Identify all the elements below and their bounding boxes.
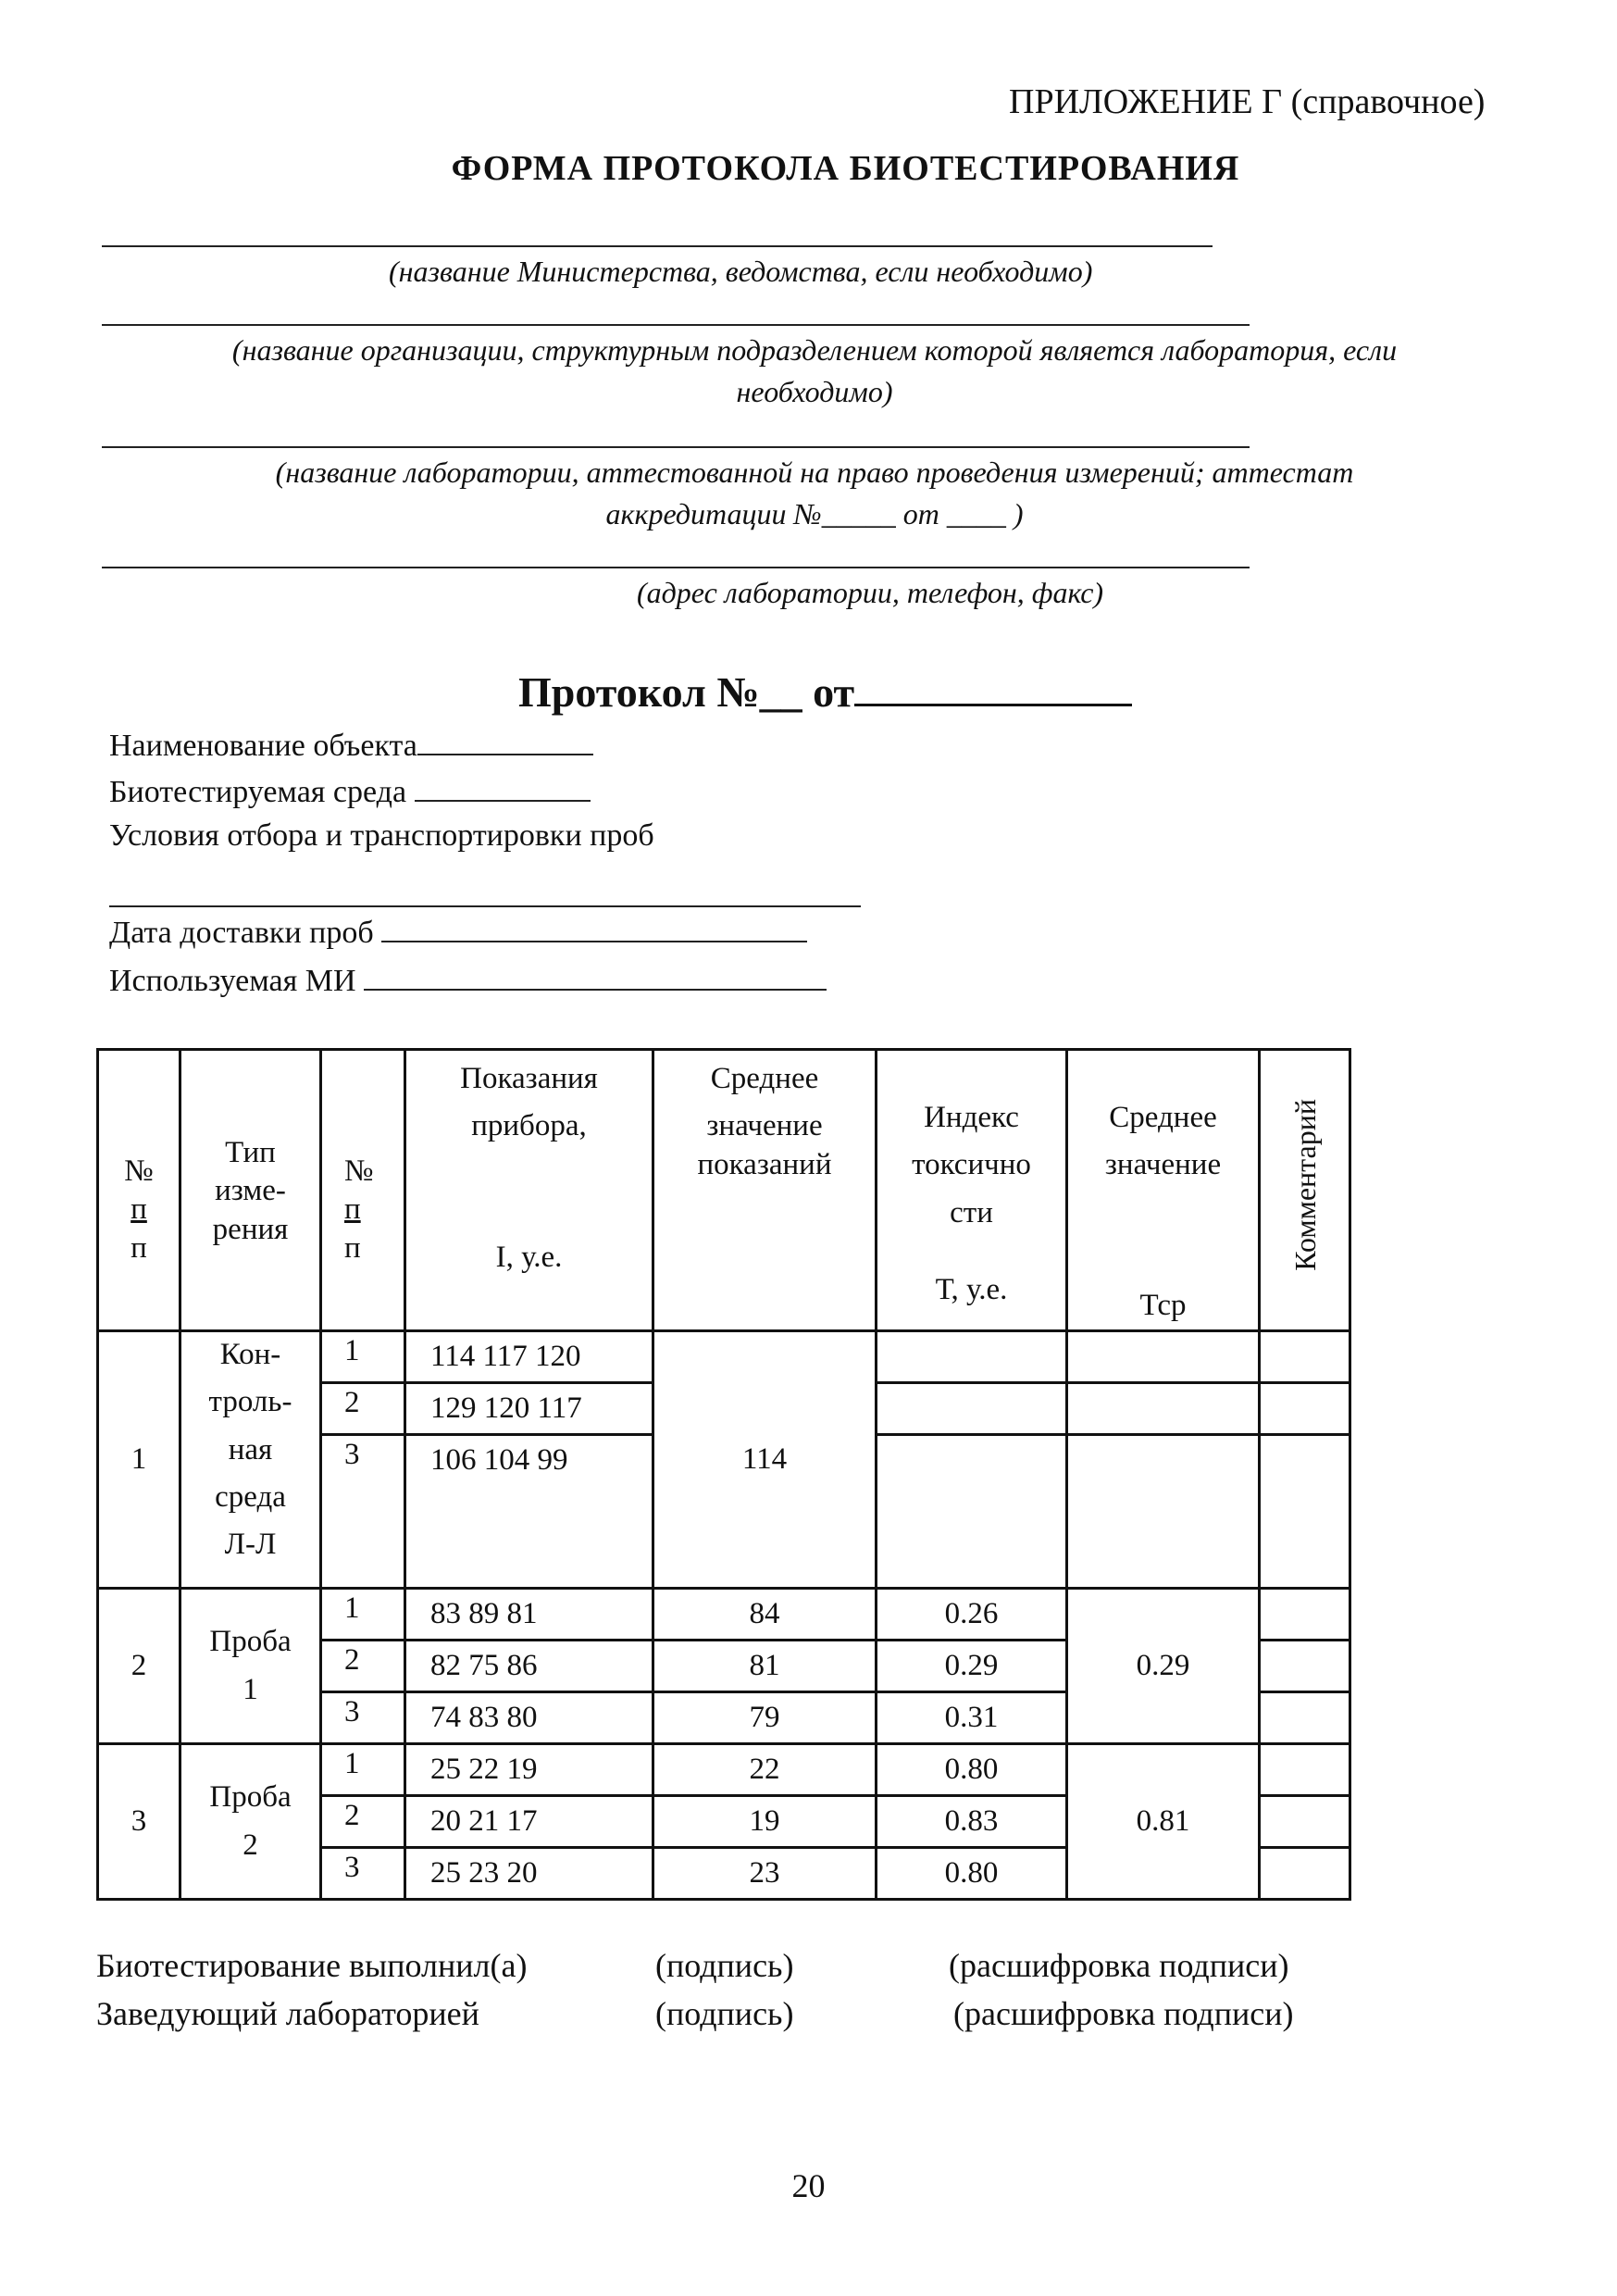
signature-head-label: Заведующий лабораторией [96,1995,479,2032]
group2-row2-index: 0.29 [877,1641,1067,1692]
group1-type-line4: среда [215,1479,286,1514]
group1-row1-index[interactable] [877,1331,1067,1383]
group2-row1-reading: 83 89 81 [405,1589,653,1641]
header-index-line1: Индекс [924,1101,1019,1134]
group2-row3-comment[interactable] [1260,1692,1350,1744]
field-medium-label: Биотестируемая среда [109,775,407,809]
results-table [96,1048,1351,1901]
group2-row1-index: 0.26 [877,1589,1067,1641]
group2-row3-reading: 74 83 80 [405,1692,653,1744]
group3-avg: 0.81 [1067,1744,1260,1900]
group1-row3-reading: 106 104 99 [405,1435,653,1589]
protocol-heading [518,667,1132,717]
group2-avg: 0.29 [1067,1589,1260,1744]
group1-type-line3: ная [228,1432,273,1466]
header-reading-line2: прибора, [471,1109,587,1143]
signature-head-sign: (подпись) [655,1995,794,2032]
group2-num: 2 [98,1589,180,1744]
organization-caption-1: (название организации, структурным подразделением которой является лаборатория, если [231,333,1398,367]
lab-caption-2: аккредитации №_____ от ____ ) [605,497,1024,530]
protocol-date-blank[interactable] [854,667,1132,706]
organization-caption-2: необходимо) [736,375,893,408]
group1-row3-index[interactable] [877,1435,1067,1589]
field-object-name [109,724,593,764]
document-title: ФОРМА ПРОТОКОЛА БИОТЕСТИРОВАНИЯ [451,149,1240,188]
group3-type [180,1744,321,1900]
group3-row1-mean: 22 [653,1744,877,1796]
group2-row3-index: 0.31 [877,1692,1067,1744]
group3-row1-sub: 1 [321,1744,405,1796]
header-comment-text: Комментарий [1287,1098,1322,1271]
ministry-caption: (название Министерства, ведомства, если необходимо) [389,255,1093,288]
group1-row2-avg[interactable] [1067,1383,1260,1435]
table-row [98,1331,1350,1383]
signature-performed-label: Биотестирование выполнил(а) [96,1947,528,1984]
group2-row2-reading: 82 75 86 [405,1641,653,1692]
group3-type-line2: 2 [243,1828,258,1862]
group2-row2-comment[interactable] [1260,1641,1350,1692]
group1-type [180,1331,321,1589]
group2-type-line1: Проба [209,1625,292,1659]
group2-row1-comment[interactable] [1260,1589,1350,1641]
group3-row2-index: 0.83 [877,1796,1067,1848]
header-mean-line3: показаний [697,1147,832,1181]
group2-row3-sub: 3 [321,1692,405,1744]
header-index-line4: Т, у.е. [935,1272,1008,1306]
protocol-heading-text: Протокол №__ от [518,668,855,716]
group2-type-line2: 1 [243,1672,258,1706]
header-index [877,1050,1067,1331]
header-type-line2: изме- [215,1174,286,1208]
field-sampling-label: Условия отбора и транспортировки проб [109,818,654,853]
group1-num: 1 [98,1331,180,1589]
lab-caption-1: (название лаборатории, аттестованной на право проведения измерений; аттестат [275,455,1354,489]
field-sampling-blank[interactable] [109,905,861,907]
header-avg [1067,1050,1260,1331]
header-num-line3: п [131,1230,147,1265]
header-subnum-line1: № [344,1154,374,1188]
group1-type-line2: троль- [208,1385,292,1419]
header-index-line3: сти [950,1195,993,1229]
header-mean-line1: Среднее [710,1062,819,1095]
address-line [102,567,1250,568]
field-instrument [109,959,827,999]
field-delivery-date-label: Дата доставки проб [109,916,374,950]
group3-row1-reading: 25 22 19 [405,1744,653,1796]
group1-row3-comment[interactable] [1260,1435,1350,1589]
header-type-line1: Тип [225,1136,276,1169]
header-index-line2: токсично [912,1148,1031,1182]
header-avg-line1: Среднее [1109,1101,1217,1134]
appendix-label: ПРИЛОЖЕНИЕ Г (справочное) [1009,82,1486,121]
field-delivery-date-blank[interactable] [381,911,807,942]
header-mean-line2: значение [706,1109,823,1143]
group1-mean: 114 [653,1331,877,1589]
header-num-line1: № [124,1154,154,1188]
group1-row2-index[interactable] [877,1383,1067,1435]
signature-performed-sign: (подпись) [655,1947,794,1984]
group2-row2-mean: 81 [653,1641,877,1692]
header-subnum-line2: п [344,1192,361,1227]
field-delivery-date [109,911,807,951]
table-header-row [98,1050,1350,1331]
address-caption: (адрес лаборатории, телефон, факс) [636,576,1104,609]
header-reading [405,1050,653,1331]
group3-row1-index: 0.80 [877,1744,1067,1796]
group1-row1-comment[interactable] [1260,1331,1350,1383]
group1-row2-comment[interactable] [1260,1383,1350,1435]
group1-type-line1: Кон- [219,1338,281,1371]
signature-head-decoding: (расшифровка подписи) [953,1995,1294,2032]
group3-type-line1: Проба [209,1780,292,1815]
group2-row3-mean: 79 [653,1692,877,1744]
group1-row2-reading: 129 120 117 [405,1383,653,1435]
header-subnum-line3: п [344,1230,361,1265]
header-comment [1260,1050,1350,1331]
signature-performed-decoding: (расшифровка подписи) [949,1947,1289,1984]
group3-row2-reading: 20 21 17 [405,1796,653,1848]
group3-row3-sub: 3 [321,1848,405,1900]
group3-num: 3 [98,1744,180,1900]
group3-row3-index: 0.80 [877,1848,1067,1900]
table-row [98,1744,1350,1796]
group2-row2-sub: 2 [321,1641,405,1692]
ministry-line [102,245,1213,247]
group1-avg[interactable] [1067,1435,1260,1589]
field-instrument-label: Используемая МИ [109,964,356,998]
page-number: 20 [791,2167,826,2204]
group3-row2-sub: 2 [321,1796,405,1848]
group3-row2-comment[interactable] [1260,1796,1350,1848]
group3-row3-mean: 23 [653,1848,877,1900]
header-avg-line3: Тср [1139,1288,1187,1322]
group1-row1-avg[interactable] [1067,1331,1260,1383]
group1-row3-sub: 3 [321,1435,405,1589]
header-reading-line3: I, у.е. [495,1240,563,1274]
group1-row2-sub: 2 [321,1383,405,1435]
group2-row1-mean: 84 [653,1589,877,1641]
organization-line [102,324,1250,326]
group1-type-line5: Л-Л [224,1528,277,1561]
field-object-name-label: Наименование объекта [109,729,417,763]
header-type [180,1050,321,1331]
group3-row1-comment[interactable] [1260,1744,1350,1796]
field-sampling [109,818,654,854]
field-object-name-blank[interactable] [417,724,593,755]
header-num-line2: п [131,1192,147,1227]
field-medium [109,770,591,810]
group3-row2-mean: 19 [653,1796,877,1848]
field-medium-blank[interactable] [415,770,591,802]
header-num [98,1050,180,1331]
field-instrument-blank[interactable] [364,959,827,991]
header-reading-line1: Показания [460,1062,598,1095]
group1-row1-reading: 114 117 120 [405,1331,653,1383]
header-subnum [321,1050,405,1331]
group3-row3-reading: 25 23 20 [405,1848,653,1900]
lab-line [102,446,1250,448]
group1-row1-sub: 1 [321,1331,405,1383]
header-mean [653,1050,877,1331]
table-row [98,1589,1350,1641]
group3-row3-comment[interactable] [1260,1848,1350,1900]
header-type-line3: рения [212,1212,289,1246]
header-avg-line2: значение [1104,1148,1222,1182]
group2-type [180,1589,321,1744]
group2-row1-sub: 1 [321,1589,405,1641]
